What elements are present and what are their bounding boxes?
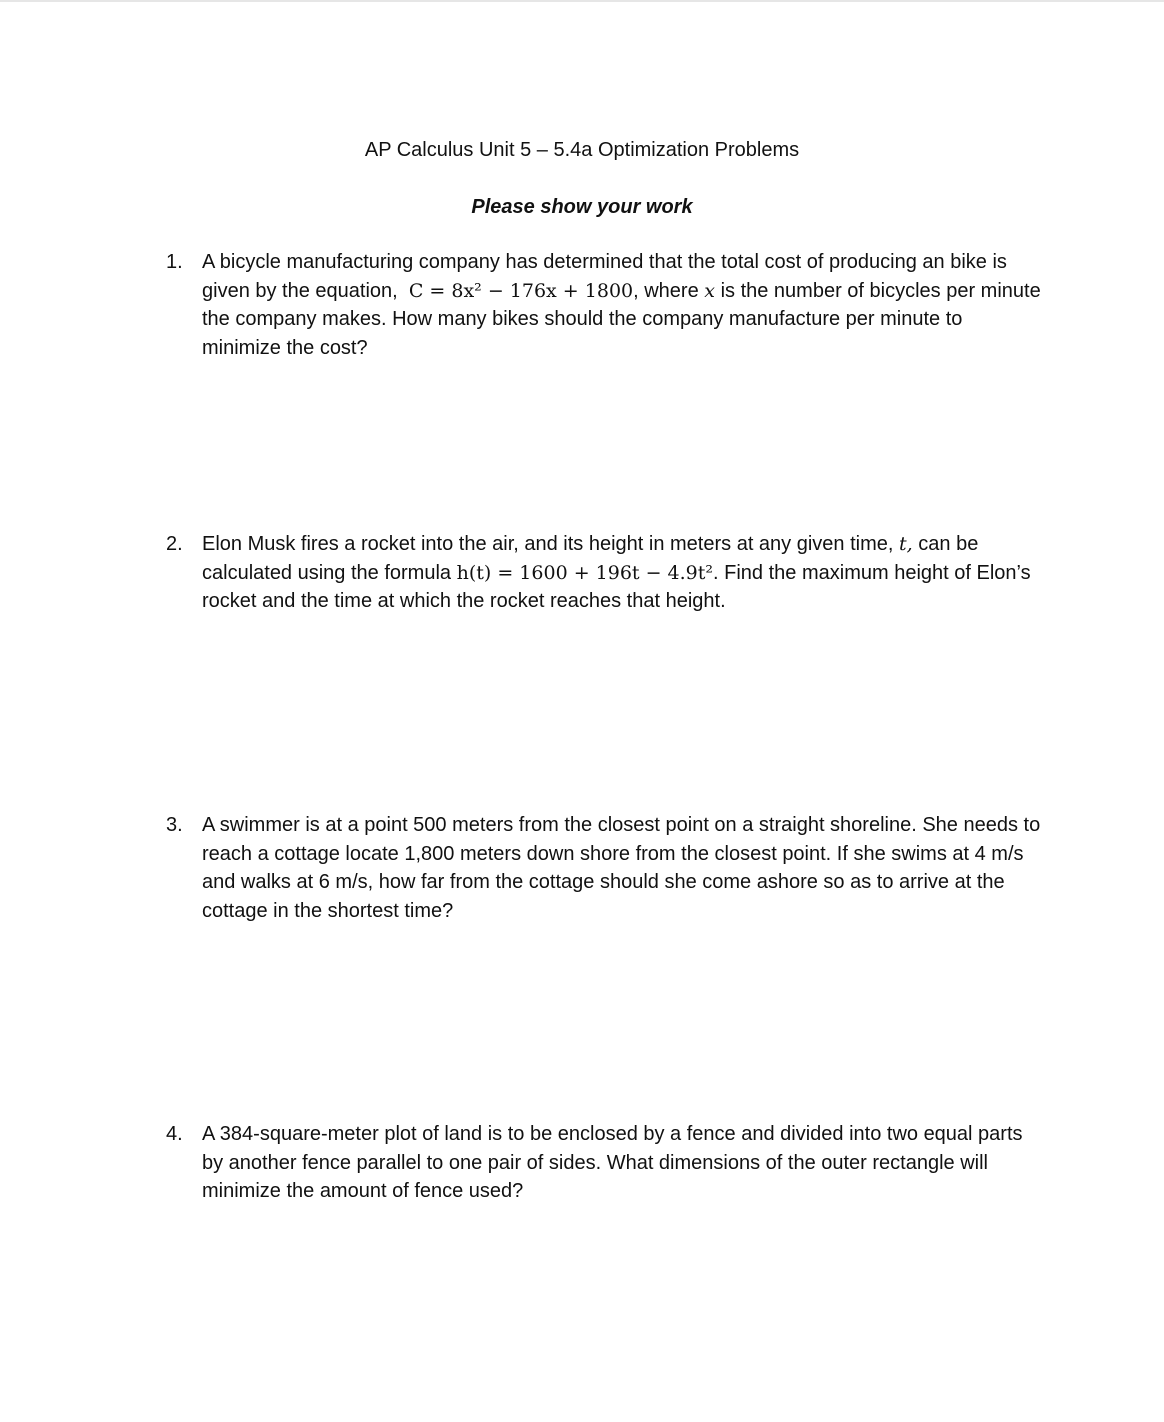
problem-number: 1. [166, 251, 183, 273]
problem-1 [166, 248, 1046, 362]
problem-2 [166, 530, 1046, 616]
problem-number: 2. [166, 533, 183, 555]
problem-text-part: . Find the maximum height of Elon’s rocket and the time at which the rocket reaches that height. [202, 561, 1031, 613]
problem-text-part: can be calculated using the formula [202, 533, 979, 584]
problem-text-part: , where [633, 279, 699, 302]
problem-text-part: A bicycle manufacturing company has determined that the total cost of producing an bike is given by the equation, [202, 251, 1007, 302]
problem-text [202, 530, 1046, 616]
problem-text-part: Elon Musk fires a rocket into the air, and its height in meters at any given time, [202, 533, 894, 555]
problem-text-part: is the number of bicycles per minute the company makes. How many bikes should the company manufacture per minute to minimize the cost? [202, 279, 1041, 359]
variable-t: t, [899, 533, 913, 555]
problem-3 [166, 811, 1046, 925]
document-title: AP Calculus Unit 5 – 5.4a Optimization Problems [364, 139, 800, 161]
problem-text [202, 248, 1046, 362]
problem-number: 3. [166, 814, 183, 836]
document-subtitle: Please show your work [471, 196, 693, 218]
problem-4 [166, 1120, 1046, 1206]
page-top-edge [0, 0, 1164, 2]
cost-equation: C = 8x² − 176x + 1800 [408, 279, 634, 302]
height-equation: h(t) = 1600 + 196t − 4.9t² [456, 561, 714, 584]
problem-text: A 384-square-meter plot of land is to be enclosed by a fence and divided into two equal parts by another fence parallel to one pair of sides. What dimensions of the outer rectangle will minimize the amount of fence used? [202, 1123, 1023, 1203]
problem-text: A swimmer is at a point 500 meters from the closest point on a straight shoreline. She needs to reach a cottage locate 1,800 meters down shore from the closest point. If she swims at 4 m/s and walks at 6 m/s, how far from the cottage should she come ashore so as to arrive at the cottage in the shortest time? [202, 814, 1041, 922]
problem-number: 4. [166, 1123, 183, 1145]
variable-x: x [704, 279, 715, 302]
